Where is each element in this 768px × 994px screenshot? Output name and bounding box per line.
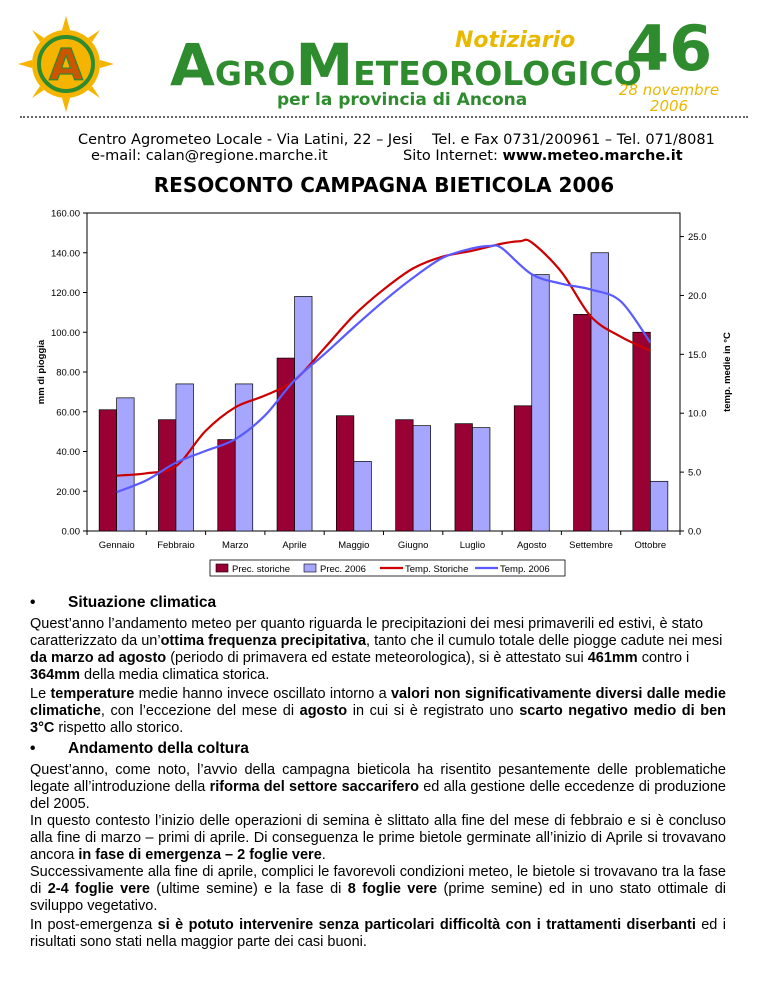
text-run: Successivamente alla fine di aprile, complici le favorevoli condizioni meteo, le bietole si trovavano tra la fase di: [30, 864, 726, 897]
legend-swatch: [304, 564, 316, 572]
issue-date: 28 novembre 2006: [618, 81, 720, 115]
y-tick-label: 120.00: [50, 288, 80, 299]
y2-tick-label: 15.0: [688, 349, 707, 361]
y2-tick-label: 25.0: [688, 232, 707, 244]
bar-prec-2006: [413, 426, 431, 531]
y-tick-label: 100.00: [50, 327, 80, 339]
climate-paragraph-1: [30, 616, 726, 684]
y-tick-label: 140.00: [50, 248, 80, 260]
text-run: , tanto che il cumulo totale delle piogge cadute nei mesi: [366, 633, 723, 649]
legend-label: Prec. storiche: [232, 564, 291, 575]
bold-text: si è potuto intervenire senza particolari difficoltà con i trattamenti diserbanti: [157, 917, 696, 933]
text-run: medie hanno invece oscillato intorno a: [134, 686, 391, 702]
legend-label: Temp. 2006: [500, 564, 550, 575]
bar-prec-storiche: [514, 406, 532, 531]
text-run: In questo contesto l’inizio delle operazioni di semina è slittato alla fine del mese di febbraio e si è concluso alla fine di marzo – primi di aprile. Di conseguenza le prime bietole germinate all’inizio di Aprile si trovavano ancora: [30, 813, 726, 863]
y-axis-title: mm di pioggia: [36, 339, 47, 405]
legend-swatch: [216, 564, 228, 572]
legend-label: Temp. Storiche: [405, 564, 469, 575]
bold-text: 8 foglie vere: [347, 881, 438, 897]
header-divider: [20, 116, 748, 118]
climate-paragraph-2: [30, 686, 726, 737]
text-run: (periodo di primavera ed estate meteorologica), si è attestato sui: [166, 650, 588, 666]
bold-text: 461mm: [587, 650, 638, 666]
text-run: ed alla gestione delle eccedenze di produzione del 2005.: [30, 779, 727, 812]
contact-email[interactable]: e-mail: calan@regione.marche.it: [91, 148, 328, 164]
bold-text: temperature: [50, 686, 135, 702]
x-tick-label: Agosto: [516, 540, 547, 551]
bar-prec-2006: [354, 461, 372, 531]
y2-tick-label: 10.0: [688, 408, 707, 420]
brand-subtitle: per la provincia di Ancona: [277, 90, 528, 110]
bar-prec-storiche: [99, 410, 117, 531]
bar-prec-storiche: [396, 420, 414, 531]
text-run: contro i: [637, 650, 690, 666]
issue-number: 46: [626, 12, 713, 85]
y-tick-label: 160.00: [50, 208, 80, 220]
text-run: Le: [30, 686, 51, 702]
bar-prec-storiche: [455, 424, 473, 531]
logo-icon: [18, 8, 114, 116]
logo-letter: A: [48, 40, 84, 91]
text-run: .: [321, 847, 326, 863]
y2-tick-label: 0.0: [688, 526, 702, 538]
bar-prec-2006: [295, 296, 313, 531]
bold-text: in fase di emergenza – 2 foglie vere: [78, 847, 322, 863]
x-tick-label: Giugno: [397, 540, 429, 551]
bold-text: agosto: [299, 703, 348, 719]
newsletter-label: Notiziario: [455, 28, 576, 53]
contact-address: Centro Agrometeo Locale - Via Latini, 22 – Jesi: [78, 132, 413, 148]
y-tick-label: 80.00: [56, 367, 80, 379]
y-tick-label: 40.00: [56, 447, 80, 458]
crop-paragraph-4: [30, 917, 726, 951]
section-heading-crop: • Andamento della coltura: [30, 740, 249, 757]
crop-text: [30, 762, 726, 951]
text-run: ed i risultati sono stati nella maggior parte dei casi buoni.: [30, 917, 726, 950]
document-title: RESOCONTO CAMPAGNA BIETICOLA 2006: [153, 173, 615, 197]
bold-text: 2-4 foglie vere: [47, 881, 150, 897]
crop-paragraph-2: [30, 813, 726, 864]
text-run: , con l’eccezione del mese di: [100, 703, 300, 719]
text-run: della media climatica storica.: [79, 667, 270, 683]
bold-text: riforma del settore saccarifero: [209, 779, 419, 795]
x-tick-label: Maggio: [338, 540, 370, 551]
bar-prec-2006: [472, 428, 490, 531]
bar-prec-2006: [117, 398, 134, 531]
text-run: (ultime semine) e la fase di: [149, 881, 348, 897]
climate-text: [30, 616, 726, 737]
bar-prec-storiche: [218, 440, 236, 531]
y-tick-label: 20.00: [56, 486, 80, 498]
bold-text: valori non significativamente diversi dalle medie climatiche: [30, 686, 726, 719]
section-heading-climate: • Situazione climatica: [30, 594, 217, 611]
contact-phones: Tel. e Fax 0731/200961 – Tel. 071/8081: [432, 132, 715, 148]
x-tick-label: Ottobre: [634, 540, 667, 551]
bold-text: 364mm: [30, 667, 80, 683]
text-run: rispetto allo storico.: [54, 720, 184, 736]
bold-text: ottima frequenza precipitativa: [160, 633, 367, 649]
x-tick-label: Luglio: [459, 540, 486, 551]
text-run: In post-emergenza: [30, 917, 158, 933]
crop-paragraph-3: [30, 864, 726, 915]
bar-prec-2006: [650, 481, 668, 531]
bar-prec-2006: [532, 275, 550, 531]
text-run: (prime semine) ed in uno stato ottimale di sviluppo vegetativo.: [30, 881, 726, 914]
x-tick-label: Gennaio: [98, 540, 135, 551]
rainfall-temperature-chart: [30, 198, 740, 583]
bold-text: da marzo ad agosto: [30, 650, 167, 666]
brand-title: AGROMETEOROLOGICO: [170, 31, 642, 99]
contact-website: Sito Internet: www.meteo.marche.it: [403, 148, 683, 164]
bold-text: scarto negativo medio di ben 3°C: [30, 703, 726, 736]
x-tick-label: Aprile: [282, 540, 307, 551]
bar-prec-storiche: [574, 314, 592, 531]
text-run: in cui si è registrato uno: [347, 703, 520, 719]
text-run: Quest’anno, come noto, l’avvio della campagna bieticola ha risentito pesantemente delle problematiche legate all’introduzione della: [30, 762, 726, 795]
y-tick-label: 60.00: [56, 407, 80, 419]
x-tick-label: Febbraio: [157, 540, 195, 551]
x-tick-label: Settembre: [569, 540, 613, 551]
website-link[interactable]: www.meteo.marche.it: [502, 148, 683, 164]
bar-prec-storiche: [336, 416, 354, 531]
y2-tick-label: 5.0: [688, 467, 702, 479]
legend-label: Prec. 2006: [320, 564, 366, 575]
x-tick-label: Marzo: [222, 540, 249, 551]
crop-paragraph-1: [30, 762, 726, 813]
bar-prec-storiche: [633, 332, 651, 531]
text-run: Quest’anno l’andamento meteo per quanto riguarda le precipitazioni dei mesi primaverili ed estivi, è stato caratterizzato da un’: [30, 616, 704, 649]
y2-axis-title: temp. medie in °C: [722, 332, 733, 412]
bar-prec-2006: [591, 253, 609, 531]
bar-prec-storiche: [158, 420, 176, 531]
y-tick-label: 0.00: [61, 526, 80, 538]
y2-tick-label: 20.0: [688, 290, 707, 302]
